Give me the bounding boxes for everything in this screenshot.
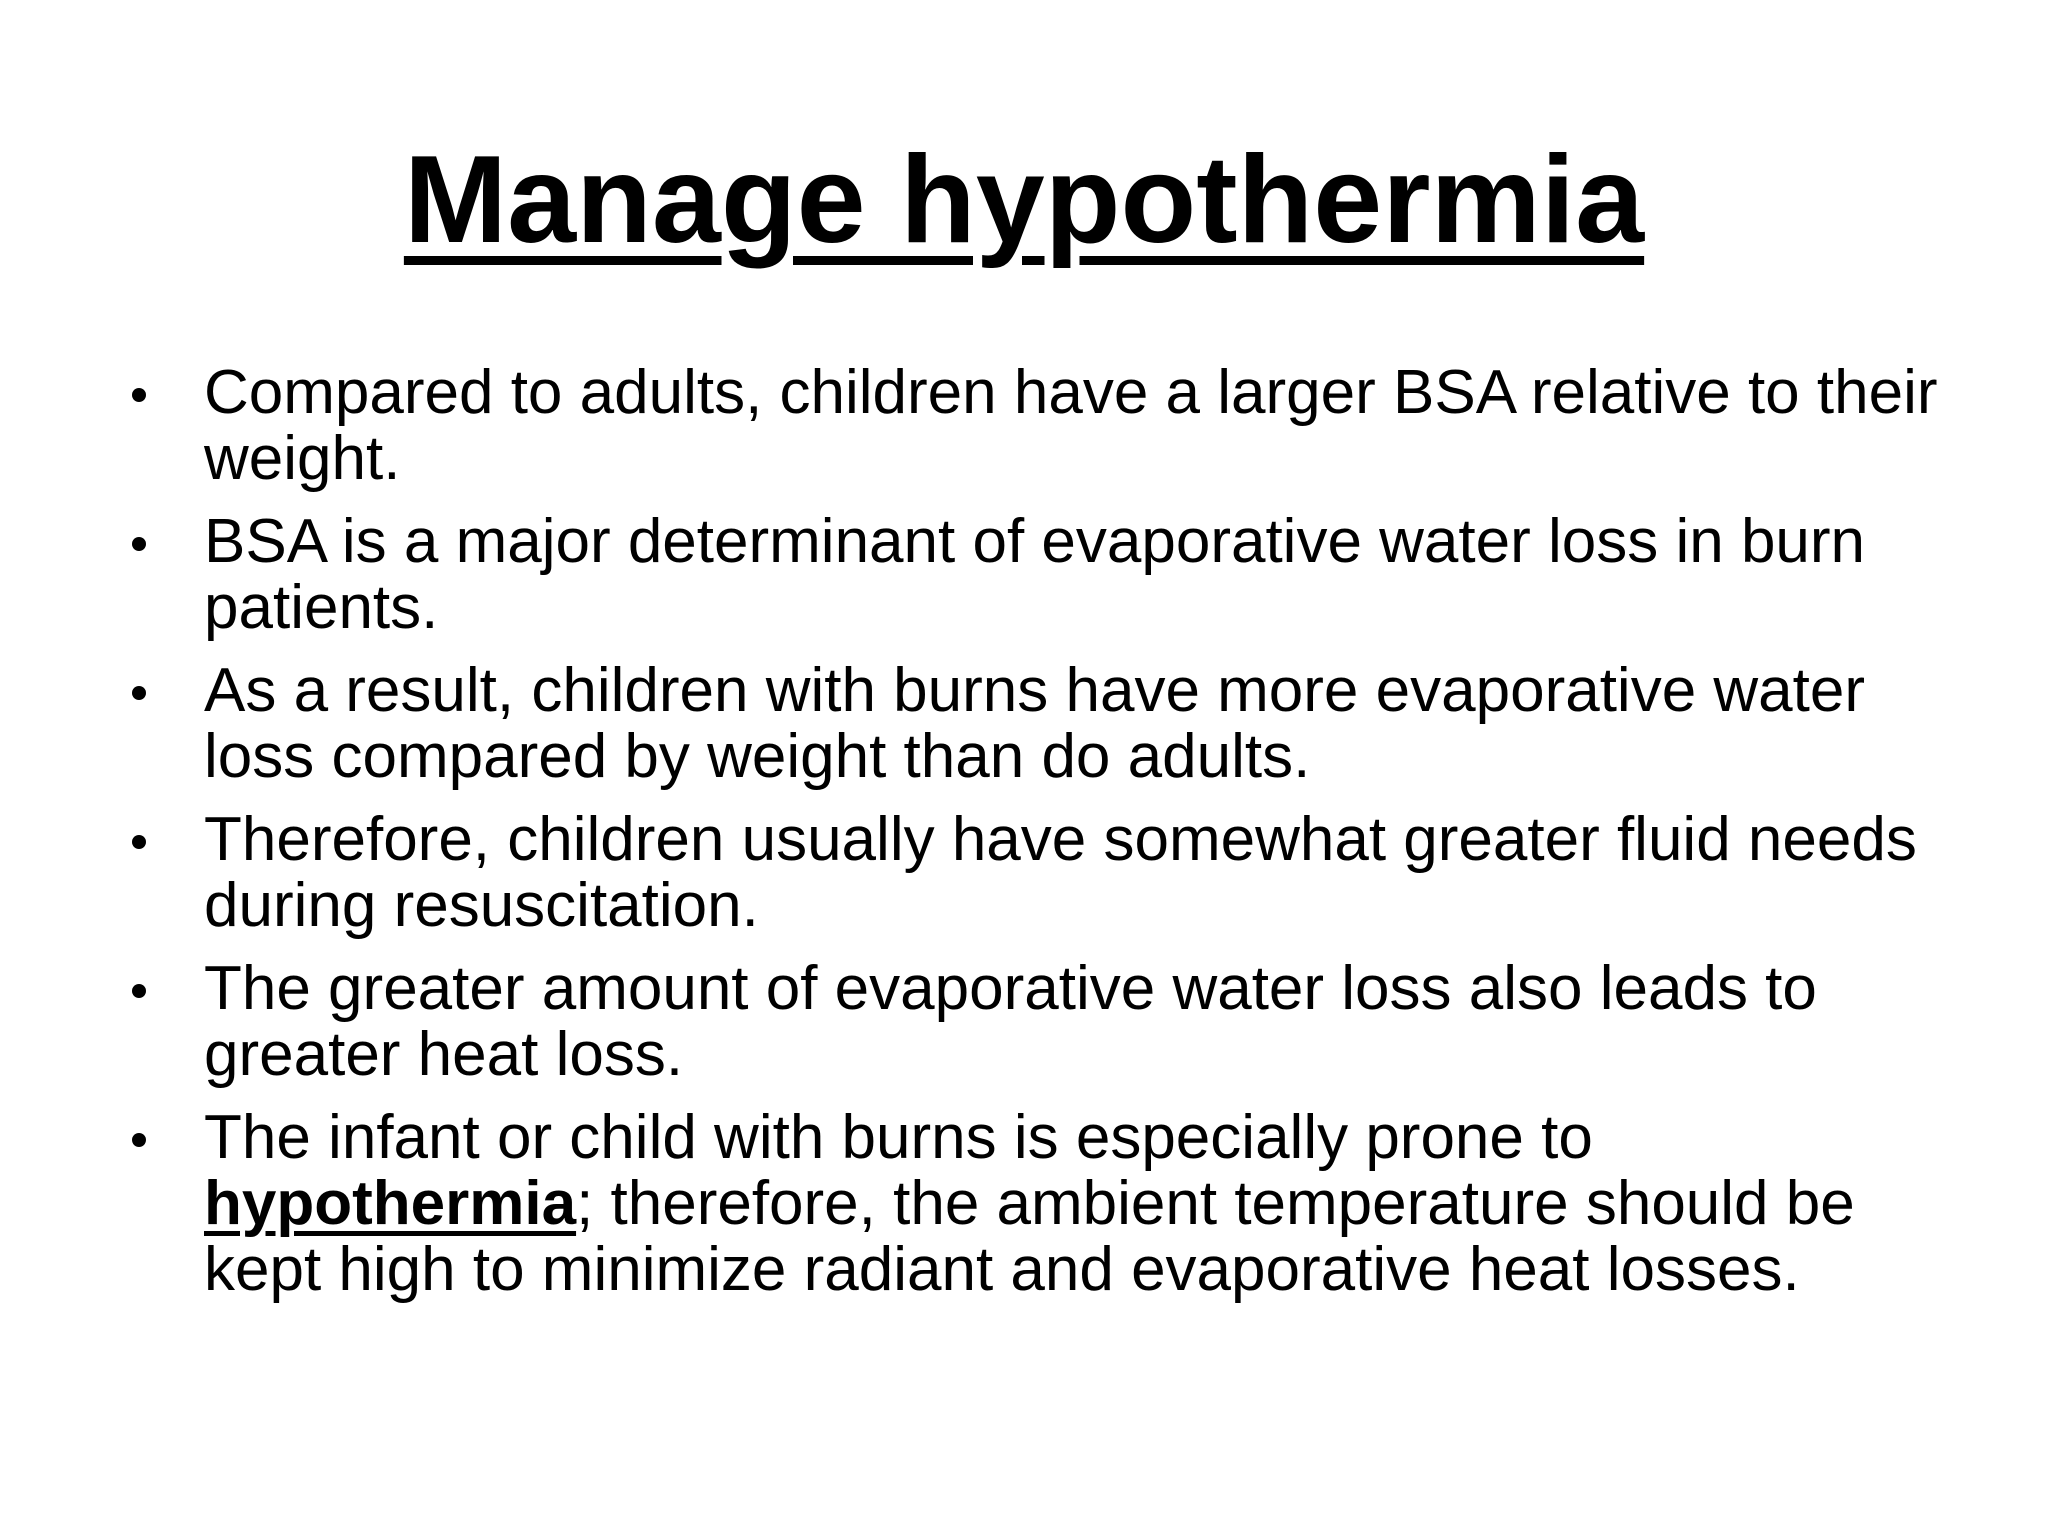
bullet-text-after: ; therefore, the ambient temperature should be kept high to minimize radiant and evaporative heat losses. <box>204 1169 1855 1304</box>
bullet-list <box>120 360 1970 1320</box>
bullet-dot-icon <box>132 686 146 700</box>
slide-title: Manage hypothermia <box>403 131 1645 269</box>
bullet-item <box>120 1105 1970 1303</box>
bullet-text: Compared to adults, children have a larger BSA relative to their weight. <box>204 358 1938 493</box>
bullet-dot-icon <box>132 1133 146 1147</box>
bullet-dot-icon <box>132 537 146 551</box>
bullet-item <box>120 509 1970 641</box>
bullet-item <box>120 658 1970 790</box>
bullet-item <box>120 360 1970 492</box>
bullet-dot-icon <box>132 984 146 998</box>
bullet-text <box>204 1103 1855 1304</box>
bullet-dot-icon <box>132 835 146 849</box>
bullet-text: As a result, children with burns have more evaporative water loss compared by weight than do adults. <box>204 656 1866 791</box>
bullet-text: The greater amount of evaporative water loss also leads to greater heat loss. <box>204 954 1817 1089</box>
bullet-text: BSA is a major determinant of evaporative water loss in burn patients. <box>204 507 1866 642</box>
bullet-text-before: The infant or child with burns is especially prone to <box>204 1103 1593 1172</box>
bullet-item <box>120 807 1970 939</box>
bullet-item <box>120 956 1970 1088</box>
bullet-dot-icon <box>132 388 146 402</box>
bullet-text: Therefore, children usually have somewhat greater fluid needs during resuscitation. <box>204 805 1917 940</box>
emphasized-term: hypothermia <box>204 1169 577 1238</box>
